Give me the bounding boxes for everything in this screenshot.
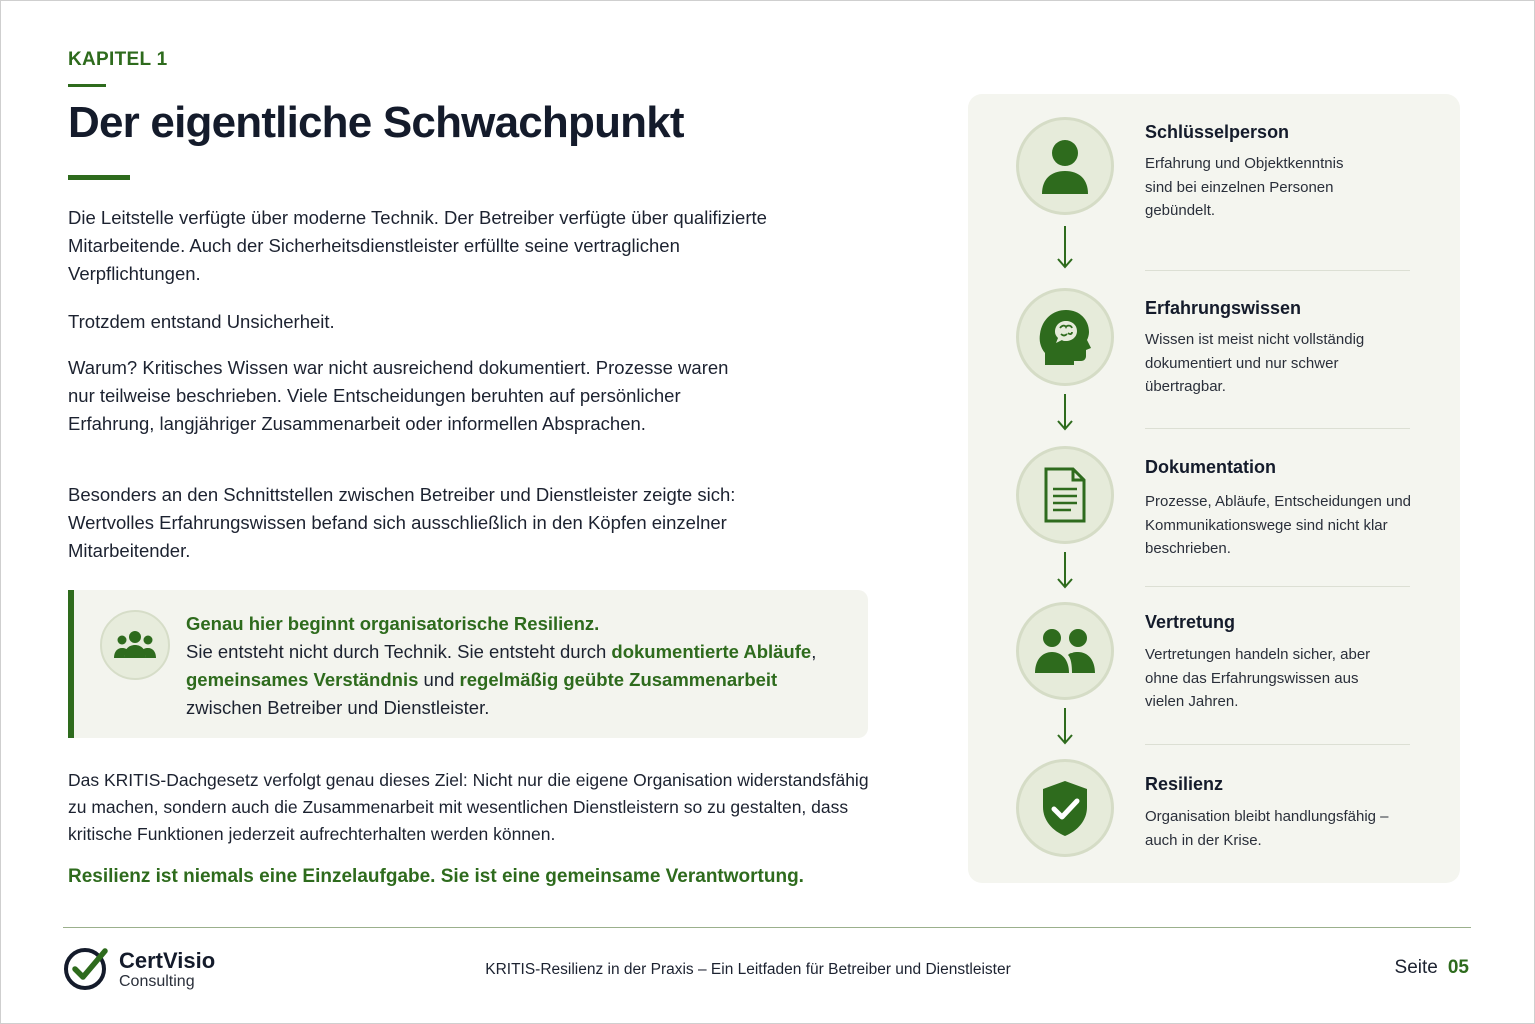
step-title: Erfahrungswissen bbox=[1145, 298, 1302, 318]
callout-heading: Genau hier beginnt organisatorische Resilienz. bbox=[186, 613, 600, 634]
callout-text-1: Sie entsteht nicht durch Technik. Sie entsteht durch bbox=[186, 641, 612, 662]
title-rule bbox=[68, 175, 130, 180]
page-title: Der eigentliche Schwachpunkt bbox=[68, 98, 684, 147]
highlight-practiced-collaboration: regelmäßig geübte Zusammenarbeit bbox=[459, 669, 778, 690]
highlight-documented-processes: dokumentierte Abläufe bbox=[611, 641, 812, 662]
document-title: KRITIS-Resilienz in der Praxis – Ein Leitfaden für Betreiber und Dienstleister bbox=[485, 961, 1011, 978]
paragraph-2: Trotzdem entstand Unsicherheit. bbox=[68, 311, 335, 332]
person-icon bbox=[1016, 117, 1114, 215]
page-number-value: 05 bbox=[1447, 957, 1469, 978]
step-divider bbox=[1145, 744, 1410, 745]
step-divider bbox=[1145, 586, 1410, 587]
people-group-icon bbox=[100, 610, 170, 680]
step-description: Organisation bleibt handlungsfähig – auch in der Krise. bbox=[1145, 808, 1389, 849]
step-title: Vertretung bbox=[1145, 612, 1236, 632]
step-title: Dokumentation bbox=[1145, 457, 1277, 477]
highlight-shared-understanding: gemeinsames Verständnis bbox=[186, 669, 419, 690]
arrow-down-icon bbox=[1056, 226, 1074, 270]
step-divider bbox=[1145, 428, 1410, 429]
arrow-down-icon bbox=[1056, 708, 1074, 746]
callout-text-4: zwischen Betreiber und Dienstleister. bbox=[186, 697, 490, 718]
brand-subtitle: Consulting bbox=[119, 973, 195, 990]
arrow-down-icon bbox=[1056, 394, 1074, 432]
step-title: Resilienz bbox=[1145, 774, 1224, 794]
callout-text-2: , bbox=[811, 641, 817, 662]
step-description: Vertretungen handeln sicher, aber ohne das Erfahrungswissen aus vielen Jahren. bbox=[1145, 646, 1371, 710]
resilience-flow-panel bbox=[968, 94, 1460, 883]
certvisio-logo-icon bbox=[63, 945, 109, 991]
brand-name: CertVisio bbox=[119, 948, 216, 973]
step-description: Prozesse, Abläufe, Entscheidungen und Kommunikationswege sind nicht klar beschrieben. bbox=[1145, 493, 1412, 557]
chapter-rule bbox=[68, 84, 106, 87]
paragraph-5: Das KRITIS-Dachgesetz verfolgt genau dieses Ziel: Nicht nur die eigene Organisation widerstandsfähig zu machen, sondern auch die Zusammenarbeit mit wesentlichen Dienstleistern so zu gestalten, dass kritische Funktionen jederzeit aufrechterhalten werden können. bbox=[68, 770, 869, 844]
arrow-down-icon bbox=[1056, 552, 1074, 590]
closing-statement: Resilienz ist niemals eine Einzelaufgabe. Sie ist eine gemeinsame Verantwortung. bbox=[68, 866, 804, 887]
head-brain-icon bbox=[1016, 288, 1114, 386]
shield-check-icon bbox=[1016, 759, 1114, 857]
page-number bbox=[1395, 957, 1469, 979]
paragraph-4: Besonders an den Schnittstellen zwischen Betreiber und Dienstleister zeigte sich: Wertvolles Erfahrungswissen befand sich ausschließlich in den Köpfen einzelner Mitarbeitender. bbox=[68, 484, 736, 561]
step-description: Wissen ist meist nicht vollständig dokumentiert und nur schwer übertragbar. bbox=[1145, 331, 1365, 395]
page-label: Seite bbox=[1394, 957, 1438, 978]
paragraph-1: Die Leitstelle verfügte über moderne Technik. Der Betreiber verfügte über qualifizierte Mitarbeitende. Auch der Sicherheitsdienstleister erfüllte seine vertraglichen Verpflichtungen. bbox=[68, 207, 767, 284]
step-title: Schlüsselperson bbox=[1145, 122, 1290, 142]
callout-box bbox=[68, 590, 868, 738]
step-divider bbox=[1145, 270, 1410, 271]
paragraph-3: Warum? Kritisches Wissen war nicht ausreichend dokumentiert. Prozesse waren nur teilweise beschrieben. Viele Entscheidungen beruhten auf persönlicher Erfahrung, langjähriger Zusammenarbeit oder informellen Absprachen. bbox=[68, 357, 729, 434]
callout-text-3: und bbox=[418, 669, 460, 690]
two-people-icon bbox=[1016, 602, 1114, 700]
callout-text bbox=[186, 610, 866, 722]
footer-rule bbox=[63, 927, 1471, 928]
document-icon bbox=[1016, 446, 1114, 544]
chapter-label: KAPITEL 1 bbox=[68, 49, 168, 70]
step-description: Erfahrung und Objektkenntnis sind bei einzelnen Personen gebündelt. bbox=[1145, 155, 1344, 219]
